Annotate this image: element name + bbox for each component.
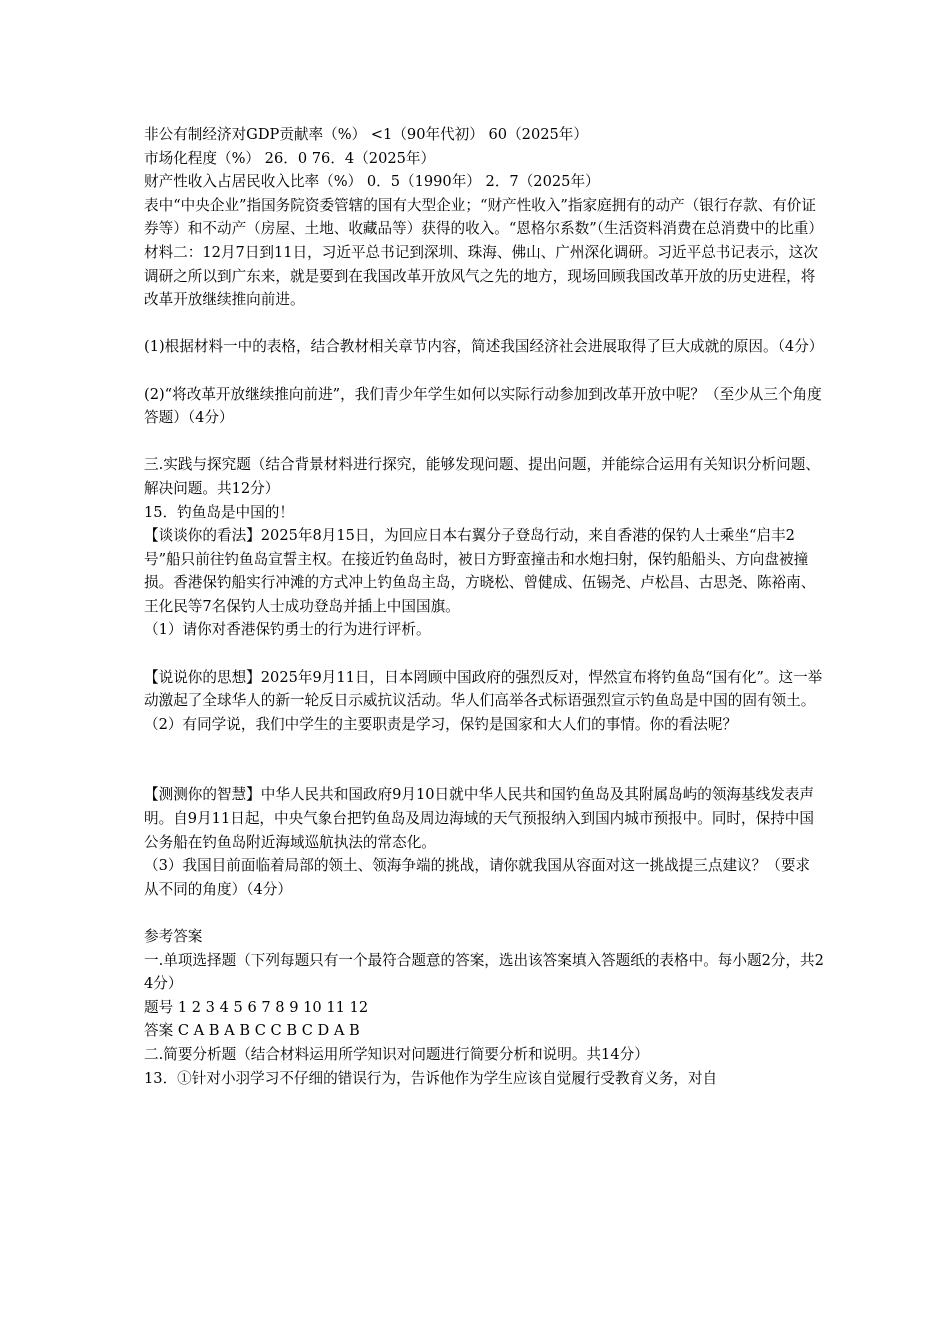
- table-row-marketization: 市场化程度（%） 26．0 76．4（2025年）: [144, 149, 436, 167]
- question-2: (2)“将改革开放继续推向前进”，我们青少年学生如何以实际行动参加到改革开放中呢？（至少从三个角度答题）（4分）: [144, 385, 822, 427]
- spacer: [144, 901, 824, 925]
- question-1: (1)根据材料一中的表格，结合教材相关章节内容，简述我国经济社会进展取得了巨大成就的原因。（4分）: [144, 314, 824, 356]
- section-three-heading: 三.实践与探究题（结合背景材料进行探究，能够发现问题、提出问题，并能综合运用有关知识分析问题、解决问题。共12分）: [144, 456, 820, 497]
- answer-section-one: 一.单项选择题（下列每题只有一个最符合题意的答案，选出该答案填入答题纸的表格中。每小题2分，共24分）: [144, 951, 824, 993]
- answer-13: 13．①针对小羽学习不仔细的错误行为，告诉他作为学生应该自觉履行受教育义务，对自: [144, 1069, 718, 1087]
- question-15-2: （2）有同学说，我们中学生的主要职责是学习，保钓是国家和大人们的事情。你的看法呢？: [144, 715, 738, 733]
- material-say-thought: 【说说你的思想】2025年9月11日，日本罔顾中国政府的强烈反对，悍然宣布将钓鱼岛“国有化”。这一举动激起了全球华人的新一轮反日示威抗议活动。华人们高举各式标语强烈宣示钓鱼岛是中国的固有领土。: [144, 668, 823, 710]
- table-row-nonpublic-gdp: 非公有制经济对GDP贡献率（%） <1（90年代初） 60（2025年）: [144, 126, 588, 143]
- document-page: [144, 123, 824, 1090]
- material-test-wisdom: 【测测你的智慧】中华人民共和国政府9月10日就中华人民共和国钓鱼岛及其附属岛屿的领海基线发表声明。自9月11日起，中央气象台把钓鱼岛及周边海域的天气预报纳入到国内城市预报中。同时，保持中国公务船在钓鱼岛附近海域巡航执法的常态化。: [144, 786, 814, 851]
- answer-key-heading: 参考答案: [144, 928, 203, 945]
- answer-section-two: 二.简要分析题（结合材料运用所学知识对问题进行简要分析和说明。共14分）: [144, 1045, 649, 1063]
- table-row-property-income: 财产性收入占居民收入比率（%） 0．5（1990年） 2．7（2025年）: [144, 173, 600, 191]
- answer-table-answers: 答案 C A B A B C C B C D A B: [144, 1022, 360, 1040]
- material-talk-view: 【谈谈你的看法】2025年8月15日，为回应日本右翼分子登岛行动，来自香港的保钓人士乘坐“启丰2号”船只前往钓鱼岛宣誓主权。在接近钓鱼岛时，被日方野蛮撞击和水炮扫射，保钓船船头、方向盘被撞损。香港保钓船实行冲滩的方式冲上钓鱼岛主岛，方晓松、曾健成、伍锡尧、卢松昌、古思尧、陈裕南、王化民等7名保钓人士成功登岛并插上中国国旗。: [144, 527, 816, 615]
- question-15-3: （3）我国目前面临着局部的领土、领海争端的挑战，请你就我国从容面对这一挑战提三点建议？（要求从不同的角度）（4分）: [144, 857, 811, 898]
- spacer: [144, 359, 824, 383]
- question-15-title: 15．钓鱼岛是中国的！: [144, 503, 294, 521]
- spacer: [144, 736, 824, 783]
- spacer: [144, 642, 824, 666]
- spacer: [144, 430, 824, 454]
- question-15-1: （1）请你对香港保钓勇士的行为进行评析。: [144, 621, 431, 639]
- material-two: 材料二：12月7日到11日，习近平总书记到深圳、珠海、佛山、广州深化调研。习近平总书记表示，这次调研之所以到广东来，就是要到在我国改革开放风气之先的地方，现场回顾我国改革开放的历史进程，将改革开放继续推向前进。: [144, 243, 818, 309]
- table-note: 表中“中央企业”指国务院资委管辖的国有大型企业；“财产性收入”指家庭拥有的动产（银行存款、有价证券等）和不动产（房屋、土地、收藏品等）获得的收入。“恩格尔系数”（生活资料消费在总消费中的比重）: [144, 196, 823, 238]
- answer-table-numbers: 题号 1 2 3 4 5 6 7 8 9 10 11 12: [144, 998, 369, 1016]
